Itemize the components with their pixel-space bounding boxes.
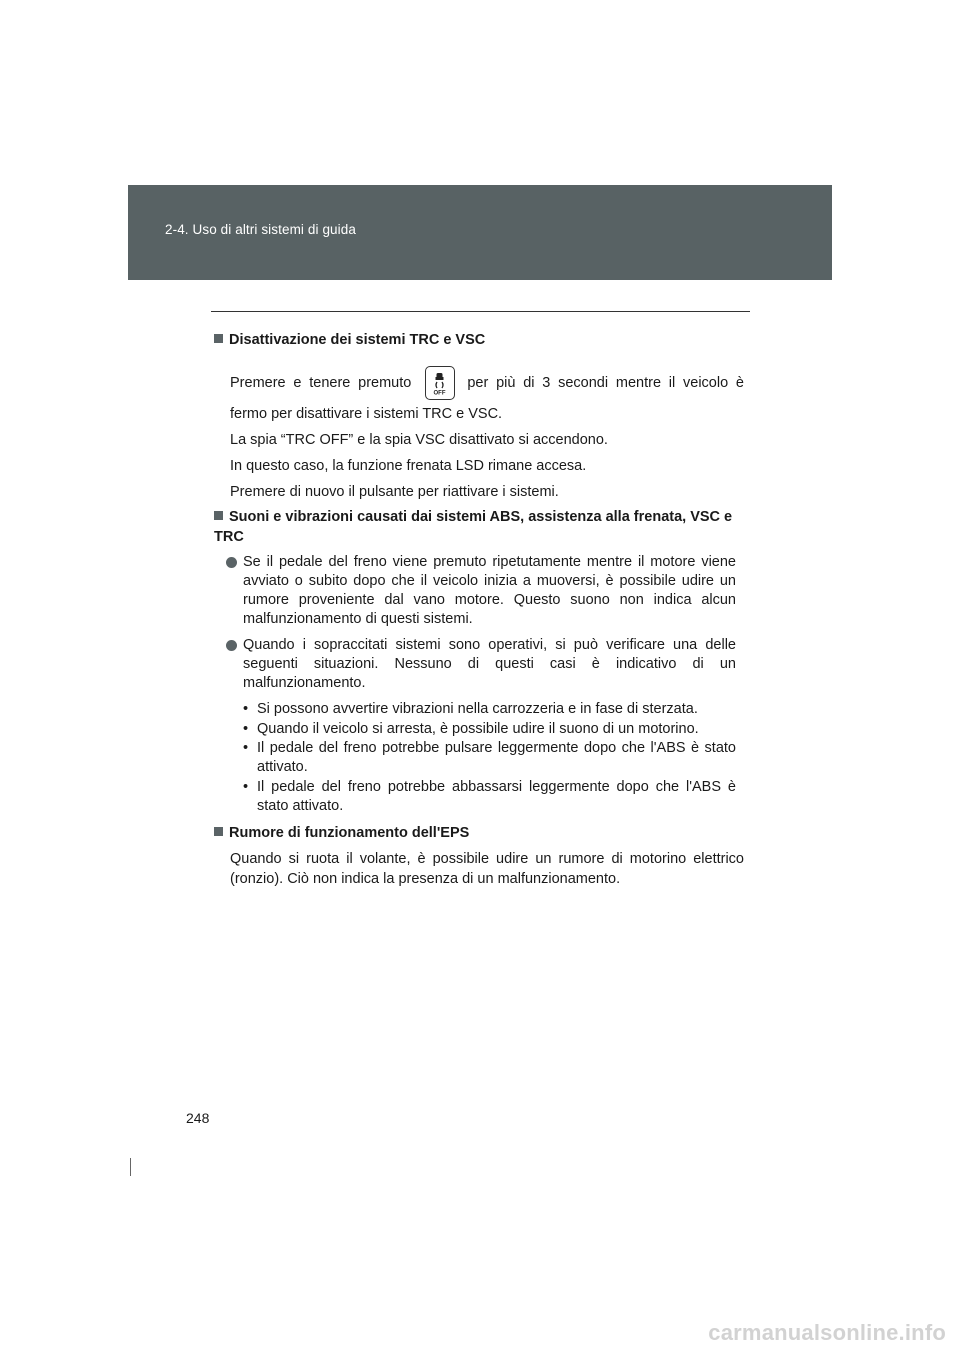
heading-sounds-vibrations — [214, 507, 744, 547]
para-press-hold — [230, 366, 744, 400]
sub-item-text: Il pedale del freno potrebbe pulsare leggermente dopo che l'ABS è stato attivato. — [257, 740, 736, 775]
section-header-band — [128, 185, 832, 280]
sub-bullet-mark: • — [243, 721, 249, 737]
sub-list-item — [241, 720, 736, 739]
sub-item-text: Il pedale del freno potrebbe abbassarsi leggermente dopo che l'ABS è stato attivato. — [257, 779, 736, 814]
para-text-cont: per più di 3 secondi mentre il veicolo è — [467, 375, 744, 391]
bullet-dot-icon — [226, 640, 237, 651]
heading-trc-vsc-off — [214, 330, 485, 350]
heading-text: Suoni e vibrazioni causati dai sistemi ABS, assistenza alla frenata, VSC e TRC — [214, 509, 733, 545]
sub-item-text: Quando il veicolo si arresta, è possibile udire il suono di un motorino. — [257, 721, 699, 737]
para-press-hold-line2: fermo per disattivare i sistemi TRC e VSC. — [230, 406, 503, 422]
vsc-off-button-icon — [425, 366, 455, 400]
heading-text: Disattivazione dei sistemi TRC e VSC — [229, 332, 486, 348]
sub-list-item — [241, 739, 736, 777]
list-item — [226, 553, 736, 629]
top-rule — [211, 311, 750, 312]
list-item-text: Quando i sopraccitati sistemi sono operativi, si può verificare una delle seguenti situazioni. Nessuno di questi casi è indicativo di un malfunzionamento. — [243, 637, 736, 691]
list-item-text: Se il pedale del freno viene premuto ripetutamente mentre il motore viene avviato o subito dopo che il veicolo inizia a muoversi, è possibile udire un rumore proveniente dal vano motore. Questo suono non indica alcun malfunzionamento di questi sistemi. — [243, 554, 736, 627]
sub-item-text: Si possono avvertire vibrazioni nella carrozzeria e in fase di sterzata. — [257, 701, 698, 717]
sub-list-item — [241, 700, 736, 719]
list-item — [226, 636, 736, 693]
sub-list-item — [241, 778, 736, 816]
heading-square-icon — [214, 827, 223, 836]
page-number: 248 — [186, 1110, 210, 1126]
bullet-dot-icon — [226, 557, 237, 568]
button-off-label: OFF — [433, 390, 446, 397]
heading-text: Rumore di funzionamento dell'EPS — [229, 825, 470, 841]
para-eps-noise: Quando si ruota il volante, è possibile udire un rumore di motorino elettrico (ronzio). Ciò non indica la presenza di un malfunzionamento. — [230, 851, 744, 887]
heading-eps-noise — [214, 823, 469, 843]
sub-bullet-mark: • — [243, 779, 249, 795]
heading-square-icon — [214, 511, 223, 520]
para-lsd: In questo caso, la funzione frenata LSD rimane accesa. — [230, 458, 587, 474]
margin-mark — [130, 1158, 131, 1176]
watermark: carmanualsonline.info — [708, 1320, 946, 1345]
para-text: Premere e tenere premuto — [230, 375, 412, 391]
heading-square-icon — [214, 334, 223, 343]
sub-bullet-mark: • — [243, 740, 249, 756]
sub-bullet-mark: • — [243, 701, 249, 717]
para-reactivate: Premere di nuovo il pulsante per riattivare i sistemi. — [230, 484, 559, 500]
section-title: 2-4. Uso di altri sistemi di guida — [165, 222, 356, 237]
para-trc-off-lamp: La spia “TRC OFF” e la spia VSC disattivato si accendono. — [230, 432, 608, 448]
